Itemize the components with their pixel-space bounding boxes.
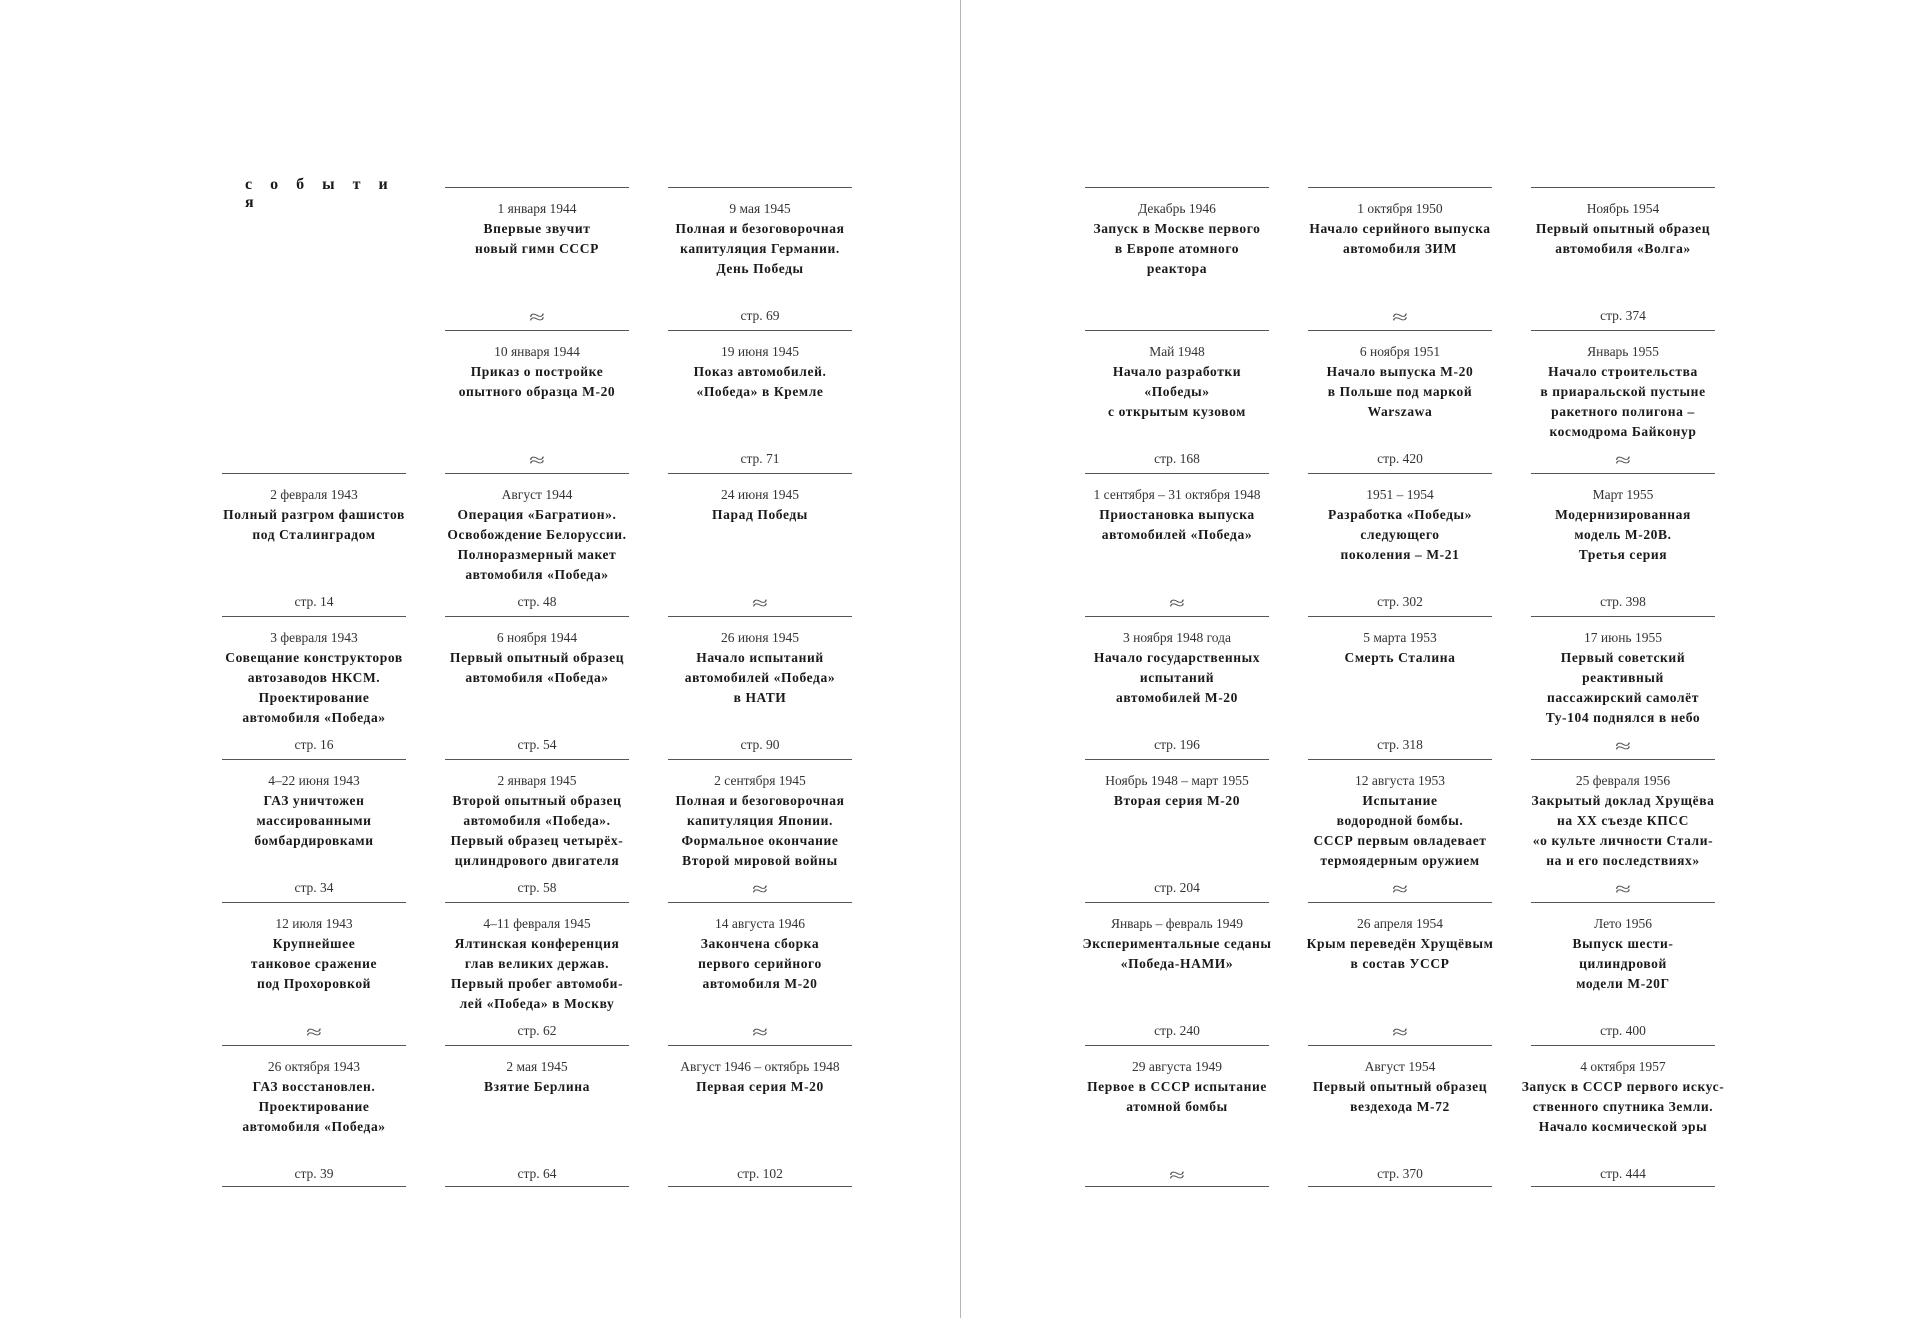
- event-date: 1 октября 1950: [1357, 201, 1443, 216]
- event-date: Август 1954: [1364, 1059, 1436, 1074]
- page-reference: стр. 204: [1154, 880, 1200, 895]
- ornament-swirl-icon: ≈: [529, 450, 545, 470]
- page-reference: стр. 302: [1377, 594, 1423, 609]
- event-cell: [222, 902, 406, 1043]
- event-date: Декабрь 1946: [1138, 201, 1216, 216]
- event-cell: [222, 759, 406, 900]
- ornament-swirl-icon: ≈: [1392, 307, 1408, 327]
- ornament-swirl-icon: ≈: [752, 879, 768, 899]
- event-date: Январь – февраль 1949: [1110, 916, 1244, 931]
- page-reference: стр. 69: [740, 308, 780, 323]
- event-cell: [668, 616, 852, 757]
- event-title: Операция «Багратион». Освобождение Белоруссии. Полноразмерный макет автомобиля «Победа»: [447, 507, 627, 582]
- event-date: 2 января 1945: [497, 773, 577, 788]
- section-title: с о б ы т и я: [245, 176, 395, 211]
- event-cell: [445, 616, 629, 757]
- event-title: Полная и безоговорочная капитуляция Германии. День Победы: [675, 221, 845, 276]
- event-cell: [1085, 616, 1269, 757]
- event-date: 5 марта 1953: [1363, 630, 1437, 645]
- event-title: Первый опытный образец вездехода М-72: [1312, 1079, 1488, 1114]
- page-reference: стр. 48: [517, 594, 557, 609]
- event-date: 26 июня 1945: [721, 630, 799, 645]
- page-reference: стр. 102: [737, 1166, 783, 1181]
- event-cell: [1531, 616, 1715, 757]
- event-cell: [668, 1045, 852, 1187]
- event-cell: [1531, 187, 1715, 328]
- event-cell: [1308, 187, 1492, 328]
- event-cell: [445, 330, 629, 471]
- page-reference: стр. 168: [1154, 451, 1200, 466]
- event-title: Показ автомобилей. «Победа» в Кремле: [693, 364, 827, 399]
- event-cell: [1531, 759, 1715, 900]
- ornament-swirl-icon: ≈: [529, 307, 545, 327]
- event-title: Полный разгром фашистов под Сталинградом: [223, 507, 405, 542]
- event-date: Август 1946 – октябрь 1948: [680, 1059, 840, 1074]
- event-date: Ноябрь 1948 – март 1955: [1105, 773, 1249, 788]
- event-cell: [668, 330, 852, 471]
- event-title: Ялтинская конференция глав великих держав. Первый пробег автомоби- лей «Победа» в Москву: [450, 936, 624, 1011]
- event-date: Март 1955: [1592, 487, 1654, 502]
- page-reference: стр. 374: [1600, 308, 1646, 323]
- page-reference: стр. 39: [294, 1166, 334, 1181]
- event-date: 9 мая 1945: [729, 201, 791, 216]
- event-date: Август 1944: [501, 487, 573, 502]
- event-title: Смерть Сталина: [1344, 650, 1456, 665]
- event-cell: [1531, 330, 1715, 471]
- event-date: 4 октября 1957: [1580, 1059, 1666, 1074]
- event-title: Запуск в СССР первого искус- ственного спутника Земли. Начало космической эры: [1521, 1079, 1725, 1134]
- event-title: Приказ о постройке опытного образца М-20: [458, 364, 616, 399]
- page-reference: стр. 90: [740, 737, 780, 752]
- event-cell: [1308, 759, 1492, 900]
- page-reference: стр. 444: [1600, 1166, 1646, 1181]
- ornament-swirl-icon: ≈: [752, 1022, 768, 1042]
- page-reference: стр. 58: [517, 880, 557, 895]
- event-date: 6 ноября 1944: [496, 630, 578, 645]
- event-date: 19 июня 1945: [721, 344, 799, 359]
- event-date: 29 августа 1949: [1132, 1059, 1222, 1074]
- event-title: Закончена сборка первого серийного автомобиля М-20: [698, 936, 822, 991]
- event-date: 2 мая 1945: [506, 1059, 568, 1074]
- event-title: Начало выпуска М-20 в Польше под маркой Warszawa: [1326, 364, 1474, 419]
- event-cell: [1085, 187, 1269, 328]
- event-cell: [1085, 759, 1269, 900]
- event-cell: [1085, 330, 1269, 471]
- event-cell: [445, 473, 629, 614]
- event-title: Начало серийного выпуска автомобиля ЗИМ: [1309, 221, 1491, 256]
- event-title: Впервые звучит новый гимн СССР: [475, 221, 599, 256]
- page-reference: стр. 71: [740, 451, 780, 466]
- event-date: 2 сентября 1945: [714, 773, 806, 788]
- event-title: Второй опытный образец автомобиля «Победа». Первый образец четырёх- цилиндрового двигателя: [450, 793, 624, 868]
- event-date: 26 апреля 1954: [1357, 916, 1443, 931]
- event-date: Январь 1955: [1587, 344, 1659, 359]
- ornament-swirl-icon: ≈: [306, 1022, 322, 1042]
- event-cell: [445, 902, 629, 1043]
- event-cell: [1521, 1045, 1725, 1187]
- event-title: Экспериментальные седаны «Победа-НАМИ»: [1082, 936, 1272, 971]
- ornament-swirl-icon: ≈: [1615, 879, 1631, 899]
- event-cell: [222, 616, 406, 757]
- event-cell: [1308, 330, 1492, 471]
- event-title: Запуск в Москве первого в Европе атомного реактора: [1093, 221, 1261, 276]
- event-title: Первый опытный образец автомобиля «Победа»: [449, 650, 625, 685]
- event-date: Ноябрь 1954: [1586, 201, 1660, 216]
- event-cell: [445, 759, 629, 900]
- event-date: 12 августа 1953: [1355, 773, 1445, 788]
- event-date: Лето 1956: [1594, 916, 1652, 931]
- event-title: Приостановка выпуска автомобилей «Победа»: [1099, 507, 1255, 542]
- event-date: 17 июнь 1955: [1584, 630, 1662, 645]
- event-date: Май 1948: [1149, 344, 1205, 359]
- event-date: 4–11 февраля 1945: [483, 916, 591, 931]
- event-title: Выпуск шести- цилиндровой модели М-20Г: [1572, 936, 1674, 991]
- event-date: 26 октября 1943: [267, 1059, 361, 1074]
- event-date: 1 сентября – 31 октября 1948: [1093, 487, 1261, 502]
- event-date: 24 июня 1945: [721, 487, 799, 502]
- event-cell: [445, 1045, 629, 1187]
- event-date: 10 января 1944: [494, 344, 580, 359]
- event-cell: [1085, 1045, 1269, 1187]
- event-cell: [1531, 902, 1715, 1043]
- event-title: Начало государственных испытаний автомобилей М-20: [1093, 650, 1261, 705]
- event-cell: [222, 473, 406, 614]
- ornament-swirl-icon: ≈: [1169, 1165, 1185, 1185]
- event-title: Закрытый доклад Хрущёва на XX съезде КПСС «о культе личности Стали- на и его последствиях»: [1531, 793, 1715, 868]
- event-cell: [668, 187, 852, 328]
- ornament-swirl-icon: ≈: [752, 593, 768, 613]
- page-reference: стр. 196: [1154, 737, 1200, 752]
- event-cell: [668, 473, 852, 614]
- ornament-swirl-icon: ≈: [1169, 593, 1185, 613]
- page-reference: стр. 398: [1600, 594, 1646, 609]
- event-title: Крым переведён Хрущёвым в состав УССР: [1306, 936, 1494, 971]
- page-spread-divider: [960, 0, 961, 1318]
- event-date: 25 февраля 1956: [1575, 773, 1671, 788]
- event-date: 2 февраля 1943: [270, 487, 358, 502]
- event-title: Вторая серия М-20: [1113, 793, 1241, 808]
- event-cell: [1308, 473, 1492, 614]
- event-title: Начало строительства в приаральской пустыне ракетного полигона – космодрома Байконур: [1540, 364, 1706, 439]
- event-cell: [1531, 473, 1715, 614]
- event-cell: [1308, 1045, 1492, 1187]
- event-cell: [1308, 616, 1492, 757]
- event-title: Начало разработки «Победы» с открытым кузовом: [1108, 364, 1246, 419]
- page-reference: стр. 16: [294, 737, 334, 752]
- event-title: Начало испытаний автомобилей «Победа» в НАТИ: [684, 650, 836, 705]
- event-title: ГАЗ восстановлен. Проектирование автомобиля «Победа»: [242, 1079, 386, 1134]
- event-title: Модернизированная модель М-20В. Третья серия: [1555, 507, 1691, 562]
- event-cell: [1085, 473, 1269, 614]
- ornament-swirl-icon: ≈: [1615, 450, 1631, 470]
- event-title: Крупнейшее танковое сражение под Прохоровкой: [250, 936, 378, 991]
- page-reference: стр. 34: [294, 880, 334, 895]
- page-reference: стр. 420: [1377, 451, 1423, 466]
- page-reference: стр. 54: [517, 737, 557, 752]
- event-title: Первый советский реактивный пассажирский самолёт Ту-104 поднялся в небо: [1545, 650, 1701, 725]
- event-title: ГАЗ уничтожен массированными бомбардировками: [254, 793, 374, 848]
- page-reference: стр. 318: [1377, 737, 1423, 752]
- event-cell: [1308, 902, 1492, 1043]
- event-title: Полная и безоговорочная капитуляция Японии. Формальное окончание Второй мировой войны: [675, 793, 845, 868]
- event-title: Взятие Берлина: [484, 1079, 590, 1094]
- event-title: Первая серия М-20: [696, 1079, 824, 1094]
- page-reference: стр. 370: [1377, 1166, 1423, 1181]
- event-title: Первое в СССР испытание атомной бомбы: [1087, 1079, 1267, 1114]
- event-date: 4–22 июня 1943: [268, 773, 360, 788]
- event-date: 12 июля 1943: [275, 916, 353, 931]
- event-date: 1 января 1944: [497, 201, 577, 216]
- event-cell: [668, 759, 852, 900]
- event-date: 14 августа 1946: [715, 916, 805, 931]
- page-reference: стр. 64: [517, 1166, 557, 1181]
- event-cell: [222, 1045, 406, 1187]
- ornament-swirl-icon: ≈: [1392, 879, 1408, 899]
- event-date: 3 ноября 1948 года: [1122, 630, 1232, 645]
- event-title: Разработка «Победы» следующего поколения – М-21: [1327, 507, 1473, 562]
- page-reference: стр. 14: [294, 594, 334, 609]
- page-reference: стр. 62: [517, 1023, 557, 1038]
- event-title: Испытание водородной бомбы. СССР первым овладевает термоядерным оружием: [1313, 793, 1487, 868]
- event-title: Первый опытный образец автомобиля «Волга»: [1535, 221, 1711, 256]
- event-cell: [445, 187, 629, 328]
- page-reference: стр. 240: [1154, 1023, 1200, 1038]
- event-date: 6 ноября 1951: [1359, 344, 1441, 359]
- event-cell: [668, 902, 852, 1043]
- ornament-swirl-icon: ≈: [1615, 736, 1631, 756]
- event-date: 1951 – 1954: [1366, 487, 1434, 502]
- event-date: 3 февраля 1943: [270, 630, 358, 645]
- event-title: Совещание конструкторов автозаводов НКСМ. Проектирование автомобиля «Победа»: [225, 650, 403, 725]
- event-title: Парад Победы: [712, 507, 808, 522]
- ornament-swirl-icon: ≈: [1392, 1022, 1408, 1042]
- page-reference: стр. 400: [1600, 1023, 1646, 1038]
- event-cell: [1082, 902, 1272, 1043]
